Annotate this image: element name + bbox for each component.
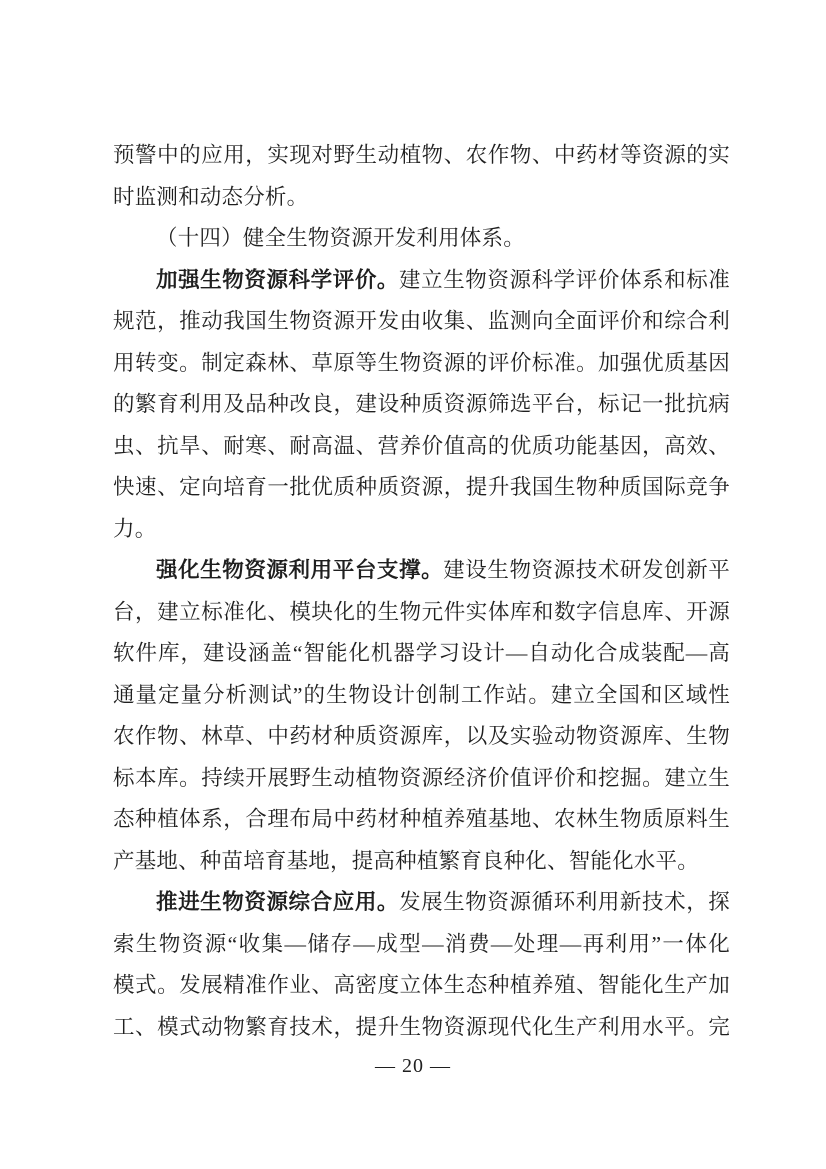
text-line (113, 924, 730, 966)
text-line (113, 841, 730, 883)
paragraph-lead-bold: 推进生物资源综合应用。 (156, 890, 400, 914)
line-text: 的繁育利用及品种改良，建设种质资源筛选平台，标记一批抗病 (113, 392, 730, 416)
paragraph-lead-bold: 加强生物资源科学评价。 (156, 267, 400, 292)
page-number: — 20 — (375, 1055, 451, 1077)
document-body (113, 135, 730, 1048)
line-text: 农作物、林草、中药材种质资源库，以及实验动物资源库、生物 (113, 724, 730, 748)
line-text: 时监测和动态分析。 (113, 184, 309, 209)
text-line (113, 882, 730, 924)
line-text: 态种植体系，合理布局中药材种植养殖基地、农林生物质原料生 (113, 807, 730, 831)
text-line (113, 301, 730, 343)
line-text: 索生物资源“收集—储存—成型—消费—处理—再利用”一体化 (113, 931, 730, 956)
line-text: 力。 (113, 516, 157, 541)
line-text: 软件库，建设涵盖“智能化机器学习设计—自动化合成装配—高 (113, 641, 730, 665)
line-text: 产基地、种苗培育基地，提高种植繁育良种化、智能化水平。 (113, 848, 699, 873)
line-text: 工、模式动物繁育技术，提升生物资源现代化生产利用水平。完 (113, 1014, 730, 1039)
text-line (113, 758, 730, 800)
line-text: 台，建立标准化、模块化的生物元件实体库和数字信息库、开源 (113, 599, 730, 624)
line-text: （十四）健全生物资源开发利用体系。 (156, 226, 525, 250)
text-line (113, 177, 730, 219)
line-text: 建设生物资源技术研发创新平 (443, 558, 730, 582)
line-text: 通量定量分析测试”的生物设计创制工作站。建立全国和区域性 (113, 682, 730, 707)
line-text: 规范，推动我国生物资源开发由收集、监测向全面评价和综合利 (113, 309, 730, 333)
line-text: 虫、抗旱、耐寒、耐高温、营养价值高的优质功能基因，高效、 (113, 433, 730, 458)
text-line (113, 675, 730, 717)
text-line (113, 426, 730, 468)
line-text: 发展生物资源循环利用新技术，探 (399, 890, 730, 914)
text-line (113, 550, 730, 592)
text-line (113, 799, 730, 841)
line-text: 用转变。制定森林、草原等生物资源的评价标准。加强优质基因 (113, 350, 730, 375)
text-line (113, 716, 730, 758)
text-line (113, 384, 730, 426)
text-line (113, 965, 730, 1007)
line-text: 建立生物资源科学评价体系和标准 (399, 267, 730, 292)
line-text: 预警中的应用，实现对野生动植物、农作物、中药材等资源的实 (113, 143, 730, 167)
text-line (113, 1007, 730, 1049)
page-footer (0, 1055, 826, 1078)
line-text: 模式。发展精准作业、高密度立体生态种植养殖、智能化生产加 (113, 973, 730, 997)
paragraph-lead-bold: 强化生物资源利用平台支撑。 (156, 558, 444, 582)
line-text: 标本库。持续开展野生动植物资源经济价值评价和挖掘。建立生 (113, 765, 730, 790)
line-text: 快速、定向培育一批优质种质资源，提升我国生物种质国际竞争 (113, 475, 730, 499)
text-line (113, 135, 730, 177)
text-line (113, 218, 730, 260)
text-line (113, 260, 730, 302)
text-line (113, 509, 730, 551)
text-line (113, 592, 730, 634)
text-line (113, 633, 730, 675)
text-line (113, 467, 730, 509)
text-line (113, 343, 730, 385)
